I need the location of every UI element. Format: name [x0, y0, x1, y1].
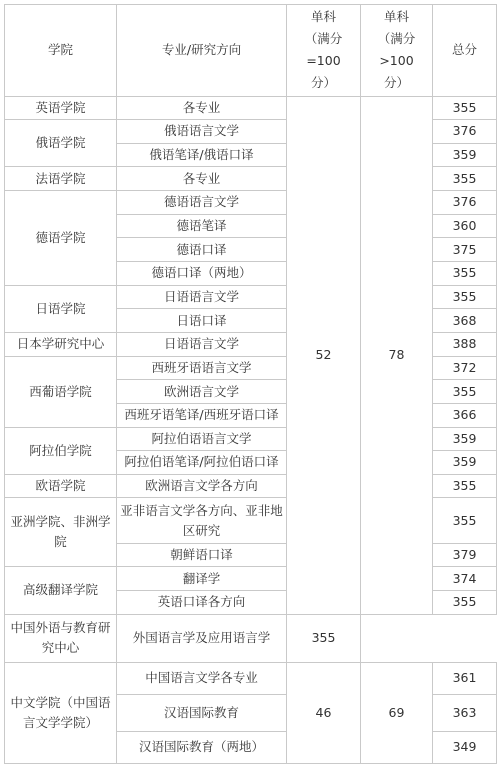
total-score-cell: 355	[433, 380, 497, 404]
college-cell: 中国外语与教育研究中心	[5, 614, 117, 662]
major-cell: 阿拉伯语笔译/阿拉伯语口译	[117, 451, 287, 475]
total-score-cell: 363	[433, 694, 497, 731]
college-cell: 亚洲学院、非洲学院	[5, 498, 117, 567]
cutoff-score-table	[4, 4, 497, 764]
total-score-cell: 355	[433, 285, 497, 309]
major-cell: 俄语语言文学	[117, 120, 287, 144]
college-cell: 日语学院	[5, 285, 117, 332]
major-cell: 中国语言文学各专业	[117, 662, 287, 694]
college-cell: 俄语学院	[5, 120, 117, 167]
total-score-cell: 368	[433, 309, 497, 333]
header-single-subject-over-100: 单科 （满分>100 分）	[361, 5, 433, 97]
major-cell: 阿拉伯语语言文学	[117, 427, 287, 451]
major-cell: 俄语笔译/俄语口译	[117, 143, 287, 167]
total-score-cell: 376	[433, 191, 497, 215]
total-score-cell: 374	[433, 567, 497, 591]
major-cell: 日语语言文学	[117, 285, 287, 309]
major-cell: 德语笔译	[117, 214, 287, 238]
major-cell: 朝鲜语口译	[117, 543, 287, 567]
total-score-cell: 355	[433, 262, 497, 286]
college-cell: 阿拉伯学院	[5, 427, 117, 474]
single-subject-over-100-score: 69	[361, 662, 433, 763]
total-score-cell: 376	[433, 120, 497, 144]
college-cell: 西葡语学院	[5, 356, 117, 427]
total-score-cell: 366	[433, 403, 497, 427]
total-score-cell: 349	[433, 731, 497, 763]
major-cell: 各专业	[117, 96, 287, 120]
total-score-cell: 361	[433, 662, 497, 694]
total-score-cell: 359	[433, 451, 497, 475]
single-subject-100-score: 46	[287, 662, 361, 763]
total-score-cell: 355	[433, 96, 497, 120]
total-score-cell: 372	[433, 356, 497, 380]
single-subject-over-100-score: 78	[361, 96, 433, 614]
major-cell: 英语口译各方向	[117, 590, 287, 614]
major-cell: 各专业	[117, 167, 287, 191]
major-cell: 外国语言学及应用语言学	[117, 614, 287, 662]
college-cell: 德语学院	[5, 191, 117, 286]
major-cell: 欧洲语言文学各方向	[117, 474, 287, 498]
major-cell: 亚非语言文学各方向、亚非地区研究	[117, 498, 287, 543]
total-score-cell: 359	[433, 427, 497, 451]
total-score-cell: 379	[433, 543, 497, 567]
total-score-cell: 355	[433, 590, 497, 614]
major-cell: 德语语言文学	[117, 191, 287, 215]
major-cell: 日语语言文学	[117, 332, 287, 356]
total-score-cell: 355	[433, 474, 497, 498]
total-score-cell: 355	[287, 614, 361, 662]
major-cell: 西班牙语语言文学	[117, 356, 287, 380]
total-score-cell: 388	[433, 332, 497, 356]
major-cell: 翻译学	[117, 567, 287, 591]
college-cell: 日本学研究中心	[5, 332, 117, 356]
major-cell: 西班牙语笔译/西班牙语口译	[117, 403, 287, 427]
total-score-cell: 355	[433, 498, 497, 543]
major-cell: 德语口译	[117, 238, 287, 262]
header-college: 学院	[5, 5, 117, 97]
header-major: 专业/研究方向	[117, 5, 287, 97]
total-score-cell: 359	[433, 143, 497, 167]
header-single-subject-100: 单科 （满分=100 分）	[287, 5, 361, 97]
total-score-cell: 355	[433, 167, 497, 191]
major-cell: 汉语国际教育	[117, 694, 287, 731]
header-total: 总分	[433, 5, 497, 97]
major-cell: 德语口译（两地）	[117, 262, 287, 286]
major-cell: 欧洲语言文学	[117, 380, 287, 404]
college-cell: 中文学院（中国语言文学学院）	[5, 662, 117, 763]
major-cell: 汉语国际教育（两地）	[117, 731, 287, 763]
college-cell: 英语学院	[5, 96, 117, 120]
total-score-cell: 375	[433, 238, 497, 262]
college-cell: 高级翻译学院	[5, 567, 117, 614]
college-cell: 欧语学院	[5, 474, 117, 498]
college-cell: 法语学院	[5, 167, 117, 191]
major-cell: 日语口译	[117, 309, 287, 333]
single-subject-100-score: 52	[287, 96, 361, 614]
total-score-cell: 360	[433, 214, 497, 238]
